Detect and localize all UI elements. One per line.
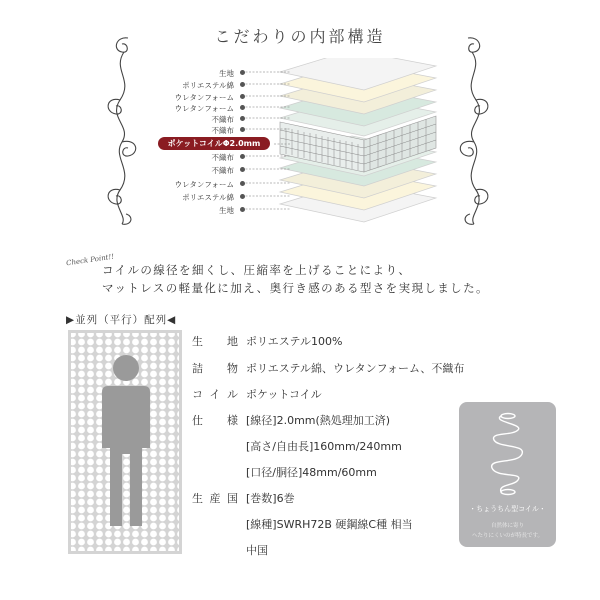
coil-spring-icon xyxy=(482,410,534,500)
pocket-coil-badge: ポケットコイルΦ2.0mm xyxy=(158,137,270,150)
layer-label-top-5: 不織布 xyxy=(211,115,234,124)
layer-label-bottom-1: 不織布 xyxy=(211,153,234,162)
layer-label-top-3: ウレタンフォーム xyxy=(174,93,234,102)
layer-label-top-4: ウレタンフォーム xyxy=(174,104,234,113)
spec-label: 詰物 xyxy=(192,362,238,375)
mattress-layers-illustration xyxy=(272,58,442,228)
spec-value: [高さ/自由長]160mm/240mm xyxy=(246,440,402,453)
bullet-dot xyxy=(240,127,245,132)
bullet-dot xyxy=(240,70,245,75)
ornament-right-icon xyxy=(452,30,498,230)
layer-label-top-6: 不織布 xyxy=(211,126,234,135)
spring-caption: ・ちょうちん型コイル・ xyxy=(469,505,546,513)
spec-label: 生地 xyxy=(192,335,238,348)
bullet-dot xyxy=(240,181,245,186)
spec-value: [線径]2.0mm(熱処理加工済) xyxy=(246,414,391,427)
spec-value: ポリエステル綿、ウレタンフォーム、不織布 xyxy=(246,362,465,375)
spec-value: [線種]SWRH72B 硬鋼線C種 相当 xyxy=(246,518,413,531)
bullet-dot xyxy=(240,105,245,110)
layout-title: ▶並列（平行）配列◀ xyxy=(66,314,177,326)
spec-label: 仕様 xyxy=(192,414,238,427)
spec-label: 生産国 xyxy=(192,492,238,505)
bullet-dot xyxy=(240,194,245,199)
spec-value: ポケットコイル xyxy=(246,388,322,401)
ornament-left-icon xyxy=(98,30,144,230)
layer-label-bottom-4: ポリエステル綿 xyxy=(182,193,234,202)
spring-note-line-2: へたりにくいのが特長です。 xyxy=(471,533,544,539)
layer-label-bottom-5: 生地 xyxy=(219,206,234,215)
page-title: こだわりの内部構造 xyxy=(214,27,386,46)
layer-label-top-2: ポリエステル綿 xyxy=(182,81,234,90)
coil-layout-panel xyxy=(68,330,182,554)
bullet-dot xyxy=(240,167,245,172)
bullet-dot xyxy=(240,207,245,212)
bullet-dot xyxy=(240,94,245,99)
bullet-dot xyxy=(240,116,245,121)
bullet-dot xyxy=(240,154,245,159)
layer-label-top-1: 生地 xyxy=(219,69,234,78)
layer-label-bottom-2: 不織布 xyxy=(211,166,234,175)
spec-value: 中国 xyxy=(246,544,268,557)
check-text-line-2: マットレスの軽量化に加え、奥行き感のある型さを実現しました。 xyxy=(102,281,489,295)
check-point-tag: Check Point!! xyxy=(65,252,115,268)
spring-note-line-1: 自然体に寄り xyxy=(490,523,524,529)
spec-value: [口径/胴径]48mm/60mm xyxy=(246,466,377,479)
layer-label-bottom-3: ウレタンフォーム xyxy=(174,180,234,189)
check-text-line-1: コイルの線径を細くし、圧縮率を上げることにより、 xyxy=(102,263,412,277)
bullet-dot xyxy=(240,82,245,87)
spec-label: コイル xyxy=(192,388,238,401)
spec-value: ポリエステル100% xyxy=(246,335,343,348)
spec-value: [巻数]6巻 xyxy=(246,492,295,505)
